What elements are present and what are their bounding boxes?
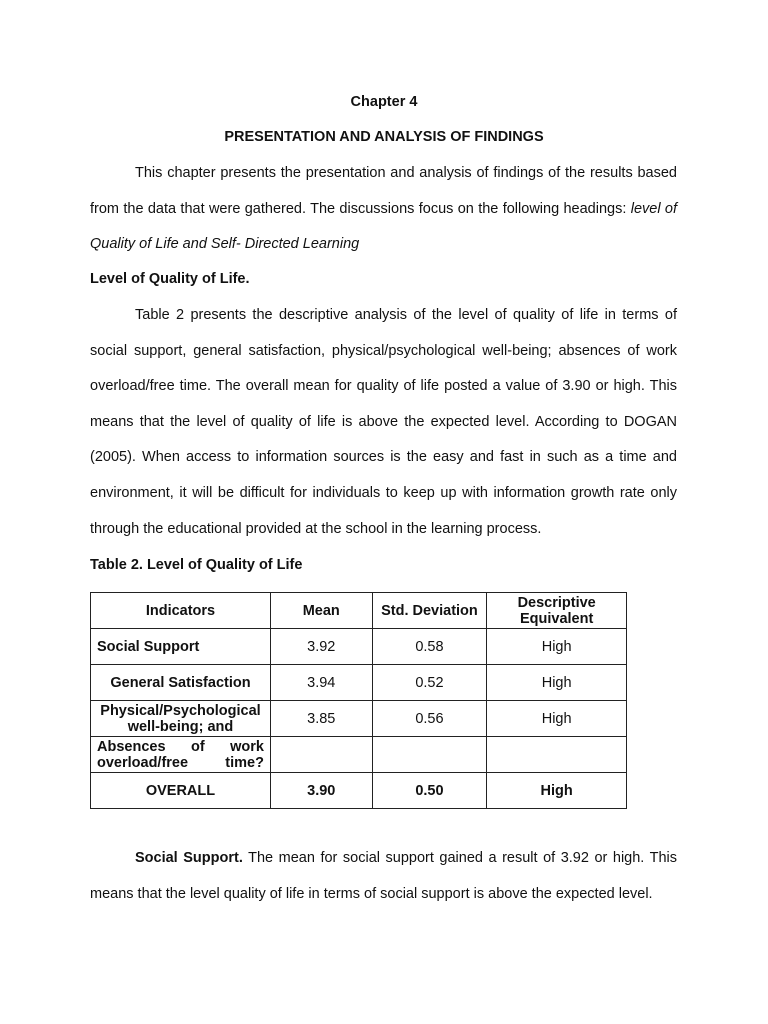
chapter-title: PRESENTATION AND ANALYSIS OF FINDINGS bbox=[224, 129, 544, 145]
header-std-deviation: Std. Deviation bbox=[372, 593, 487, 629]
chapter-label: Chapter 4 bbox=[350, 94, 418, 110]
descriptive-equivalent-cell: High bbox=[487, 665, 627, 701]
quality-of-life-table bbox=[90, 592, 627, 809]
mean-cell: 3.85 bbox=[270, 701, 372, 737]
overall-descriptive-equivalent-cell: High bbox=[487, 773, 627, 809]
overall-mean-cell: 3.90 bbox=[270, 773, 372, 809]
intro-italic-headings: level of Quality of Life and Self- Directed Learning bbox=[90, 200, 677, 253]
overall-label-cell: OVERALL bbox=[91, 773, 271, 809]
table-row bbox=[91, 701, 627, 737]
social-support-lead: Social Support. bbox=[135, 850, 243, 866]
analysis-paragraph: Table 2 presents the descriptive analysis of the level of quality of life in terms of social support, general satisfaction, physical/psychological well-being; absences of work overload/free time. The overall mean for quality of life posted a value of 3.90 or high. This means that the level of quality of life is above the expected level. According to DOGAN (2005). When access to information sources is the easy and fast in such as a time and environment, it will be difficult for individuals to keep up with information growth rate only through the educational provided at the school in the learning process. bbox=[90, 307, 677, 537]
mean-cell: 3.92 bbox=[270, 629, 372, 665]
descriptive-equivalent-cell: High bbox=[487, 629, 627, 665]
mean-cell: 3.94 bbox=[270, 665, 372, 701]
header-descriptive-equivalent: Descriptive Equivalent bbox=[487, 593, 627, 629]
intro-paragraph bbox=[90, 156, 677, 263]
header-indicators: Indicators bbox=[91, 593, 271, 629]
table-overall-row bbox=[91, 773, 627, 809]
table-row bbox=[91, 737, 627, 773]
indicator-cell: Absences of work overload/free time? bbox=[91, 737, 271, 773]
indicator-cell: Physical/Psychological well-being; and bbox=[91, 701, 271, 737]
indicator-cell: General Satisfaction bbox=[91, 665, 271, 701]
descriptive-equivalent-cell: High bbox=[487, 701, 627, 737]
std-deviation-cell: 0.58 bbox=[372, 629, 487, 665]
social-support-paragraph bbox=[90, 841, 677, 912]
std-deviation-cell: 0.52 bbox=[372, 665, 487, 701]
std-deviation-cell bbox=[372, 737, 487, 773]
header-mean: Mean bbox=[270, 593, 372, 629]
table-caption: Table 2. Level of Quality of Life bbox=[90, 557, 303, 573]
overall-std-deviation-cell: 0.50 bbox=[372, 773, 487, 809]
table-row bbox=[91, 629, 627, 665]
table-header-row bbox=[91, 593, 627, 629]
descriptive-equivalent-cell bbox=[487, 737, 627, 773]
indicator-cell: Social Support bbox=[91, 629, 271, 665]
table-row bbox=[91, 665, 627, 701]
mean-cell bbox=[270, 737, 372, 773]
std-deviation-cell: 0.56 bbox=[372, 701, 487, 737]
section-heading: Level of Quality of Life. bbox=[90, 271, 250, 287]
intro-text: This chapter presents the presentation and analysis of findings of the results based from the data that were gathered. The discussions focus on the following headings: bbox=[90, 165, 677, 217]
social-support-text: The mean for social support gained a result of 3.92 or high. This means that the level quality of life in terms of social support is above the expected level. bbox=[90, 850, 677, 902]
